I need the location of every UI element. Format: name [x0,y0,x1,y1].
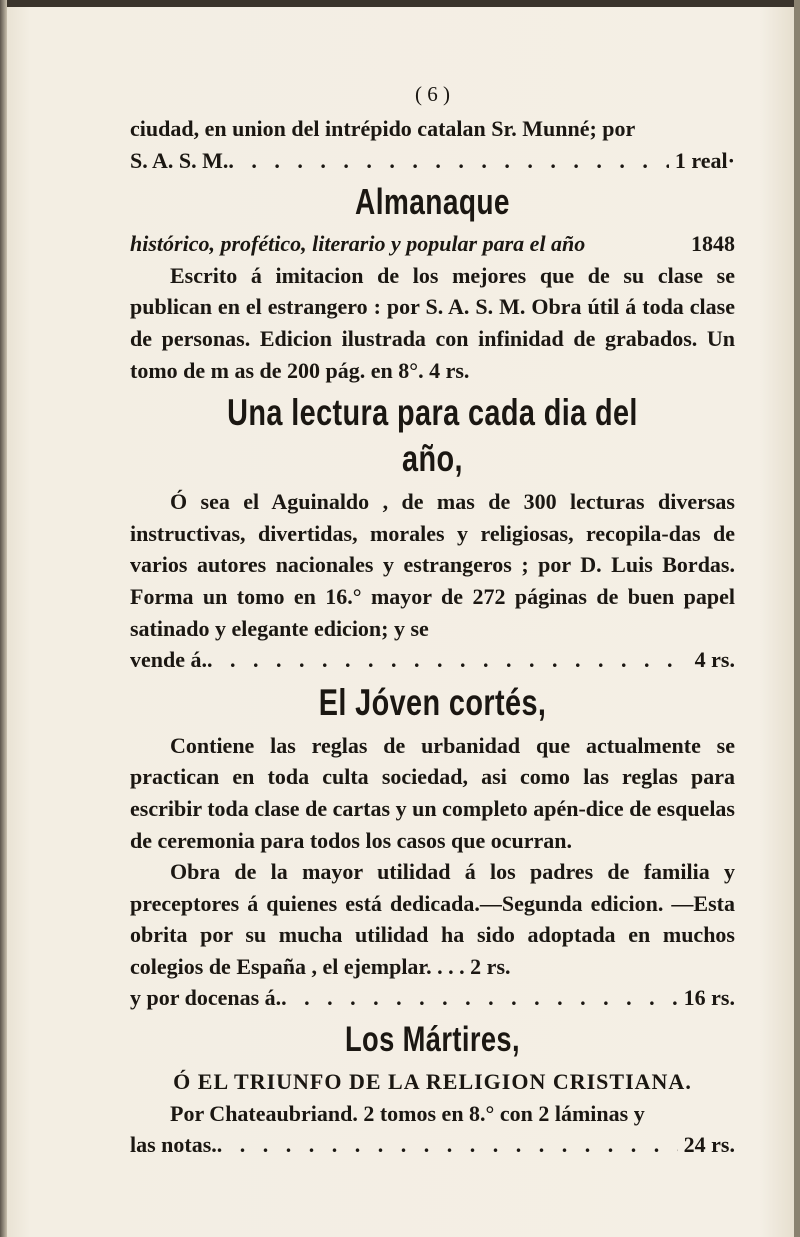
martires-price: 24 rs. [683,1132,735,1158]
entry-heading-almanaque: Almanaque [355,181,510,223]
leader-dots [217,1129,678,1161]
leader-dots [207,644,689,676]
right-page-edge [794,0,800,1237]
leader-dots [228,145,668,177]
martires-price-line [130,1129,735,1161]
top-page-edge [0,0,800,7]
page-number: ( 6 ) [415,82,450,106]
intro-price-line [130,145,735,177]
entry-heading-martires: Los Mártires, [344,1020,520,1060]
martires-subtitle: Ó EL TRIUNFO DE LA RELIGION CRISTIANA. [173,1069,692,1095]
intro-line: ciudad, en union del intrépido catalan Sr. Munné; por [130,116,636,141]
intro-price: 1 real· [674,147,735,173]
entry-heading-joven-cortes: El Jóven cortés, [318,681,547,723]
lectura-price-line [130,644,735,676]
joven-cortes-price-line [130,982,735,1014]
martires-lead-text: las notas. [130,1132,217,1158]
joven-cortes-description-2: Obra de la mayor utilidad á los padres de familia y preceptores á quienes está dedicada.—Segunda edicion. —Esta obrita por su mucha utilidad ha sido adoptada en muchos colegios de España , el ejemplar. . . . 2 rs. [130,859,735,979]
almanaque-subtitle [130,228,735,260]
lectura-description: Ó sea el Aguinaldo , de mas de 300 lecturas diversas instructivas, divertidas, morales y religiosas, recopila-das de varios autores nacionales y estrangeros ; por D. Luis Bordas. Forma un tomo en 16.° mayor de 272 páginas de buen papel satinado y elegante edicion; y se [130,489,735,641]
intro-text: S. A. S. M. [130,147,229,173]
entry-heading-lectura: Una lectura para cada dia del año, [227,392,638,480]
lectura-lead-text: vende á. [130,647,207,673]
leader-dots [281,982,678,1014]
almanaque-description: Escrito á imitacion de los mejores que de su clase se publican en el estrangero : por S. A. S. M. Obra útil á toda clase de personas. Edicion ilustrada con infinidad de grabados. Un tomo de m as de 200 pág. en 8°. 4 rs. [130,262,735,383]
subtitle-text: histórico, profético, literario y popular para el año [130,231,586,257]
lectura-price: 4 rs. [694,647,735,673]
joven-cortes-lead-text: y por docenas á. [130,985,282,1011]
joven-cortes-price: 16 rs. [683,985,735,1011]
joven-cortes-description: Contiene las reglas de urbanidad que actualmente se practican en toda culta sociedad, asi como las reglas para escribir toda clase de cartas y un completo apén-dice de esquelas de ceremonia para todos los casos que ocurran. [130,732,735,853]
left-page-edge [0,0,7,1237]
martires-description: Por Chateaubriand. 2 tomos en 8.° con 2 láminas y [170,1100,645,1126]
subtitle-year: 1848 [691,231,735,257]
page-content [130,82,735,1161]
